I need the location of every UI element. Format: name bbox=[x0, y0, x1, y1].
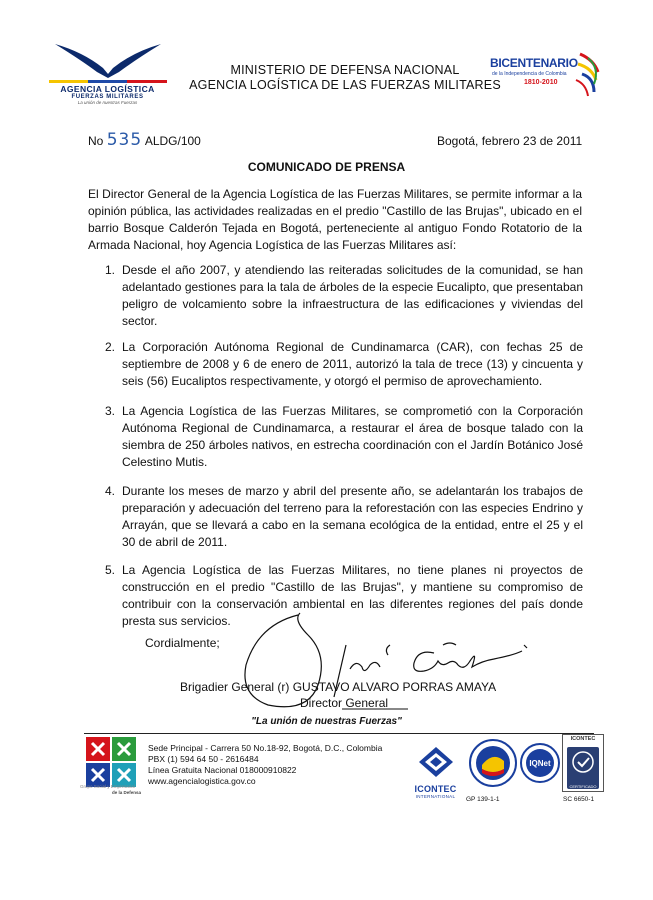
certificate-code-gp: GP 139-1-1 bbox=[466, 796, 500, 803]
bicentenario-subtitle: de la Independencia de Colombia bbox=[492, 71, 567, 77]
bicentenario-years: 1810-2010 bbox=[524, 79, 558, 86]
logo-subname: FUERZAS MILITARES bbox=[71, 94, 144, 100]
eagle-wings-icon bbox=[53, 38, 163, 78]
list-item-text: La Agencia Logística de las Fuerzas Militares, no tiene planes ni proyectos de construcción en el predio "Castillo de las Brujas", y mantiene su compromiso de contribuir con la conservación ambiental en las diferentes regiones del país donde presta sus servicios. bbox=[122, 563, 583, 628]
icontec-logo bbox=[408, 747, 463, 799]
ministry-name: MINISTERIO DE DEFENSA NACIONAL bbox=[230, 63, 460, 77]
icontec-certificate-badge bbox=[562, 734, 604, 792]
footer-toll-free: Línea Gratuita Nacional 018000910822 bbox=[148, 765, 297, 775]
footer-phone: PBX (1) 594 64 50 - 2616484 bbox=[148, 754, 259, 764]
icontec-name: ICONTEC bbox=[414, 784, 457, 794]
reference-prefix: No bbox=[88, 134, 104, 148]
agency-name: AGENCIA LOGÍSTICA DE LAS FUERZAS MILITARES bbox=[189, 78, 501, 92]
footer-contact bbox=[148, 743, 382, 787]
logo-name: AGENCIA LOGÍSTICA bbox=[60, 84, 155, 94]
list-item-text: La Agencia Logística de las Fuerzas Militares, se comprometió con la Corporación Autónoma Regional de Cundinamarca, a restaurar el área de bosque talado con la siembra de 250 árboles nativos, en estrecha coordinación con el Jardín Botánico José Celestino Mutis. bbox=[122, 404, 583, 469]
signer-name: Brigadier General (r) GUSTAVO ALVARO PORRAS AMAYA bbox=[180, 680, 497, 694]
list-item-number: 1. bbox=[105, 263, 116, 277]
footer-logo-text: Grupo Social y Empresarial bbox=[80, 784, 135, 789]
certification-seal-icon bbox=[468, 737, 518, 793]
list-item-number: 4. bbox=[105, 484, 116, 498]
certificate-check-icon bbox=[567, 747, 599, 777]
list-item-text: La Corporación Autónoma Regional de Cundinamarca (CAR), con fechas 25 de septiembre de 2008 y 6 de enero de 2011, autorizó la tala de trece (13) y cincuenta y seis (56) Eucaliptos respectivamente, y otorgó el permiso de aprovechamiento. bbox=[122, 340, 583, 388]
list-item-text: Durante los meses de marzo y abril del presente año, se adelantarán los trabajos de preparación y adecuación del terreno para la reforestación con las especies Endrino y Arrayán, que se llevará a cabo en la semana ecológica de la entidad, entre el 25 y el 30 de abril de 2011. bbox=[122, 484, 583, 549]
footer-address: Sede Principal - Carrera 50 No.18-92, Bogotá, D.C., Colombia bbox=[148, 743, 383, 753]
bicentenario-flame-icon bbox=[574, 50, 604, 100]
list-item-number: 3. bbox=[105, 404, 116, 418]
reference-number bbox=[88, 130, 201, 150]
footer-logo-subtext: de la Defensa bbox=[112, 790, 142, 795]
icontec-subname: INTERNATIONAL bbox=[415, 794, 456, 799]
certificate-sublabel: CERTIFICADO bbox=[569, 784, 597, 789]
document-date: Bogotá, febrero 23 de 2011 bbox=[437, 134, 583, 148]
list-item-number: 5. bbox=[105, 563, 116, 577]
list-item-text: Desde el año 2007, y atendiendo las reiteradas solicitudes de la comunidad, se han adelantado gestiones para la tala de árboles de la especie Eucalipto, que presentaban peligro de volcamiento sobre la infraestructura de las edificaciones y viviendas del sector. bbox=[122, 263, 583, 328]
bicentenario-title: BICENTENARIO bbox=[490, 56, 578, 70]
footer-website: www.agencialogistica.gov.co bbox=[148, 776, 256, 786]
icontec-mark-icon bbox=[419, 747, 453, 777]
signer-role: Director General bbox=[300, 696, 389, 710]
bicentenario-logo bbox=[490, 50, 610, 100]
flag-stripe bbox=[49, 80, 167, 83]
motto: "La unión de nuestras Fuerzas" bbox=[251, 716, 402, 727]
certificate-badge-body bbox=[567, 747, 599, 789]
footer-divider bbox=[84, 733, 594, 734]
defense-group-logo-icon bbox=[86, 737, 136, 789]
agency-logo bbox=[40, 38, 175, 116]
reference-code: ALDG/100 bbox=[144, 134, 201, 148]
list-item-number: 2. bbox=[105, 340, 116, 354]
closing-salutation: Cordialmente; bbox=[145, 636, 220, 650]
reference-stamp-number: 535 bbox=[106, 130, 143, 150]
iqnet-logo bbox=[520, 737, 560, 796]
certificate-label: ICONTEC bbox=[570, 736, 596, 742]
header-title bbox=[175, 63, 515, 93]
logo-tagline: La unión de nuestras Fuerzas bbox=[77, 100, 138, 105]
iqnet-label: IQNet bbox=[529, 759, 551, 768]
document-heading: COMUNICADO DE PRENSA bbox=[247, 160, 406, 174]
intro-paragraph: El Director General de la Agencia Logística de las Fuerzas Militares, se permite informar a la opinión pública, las actividades realizadas en el predio "Castillo de las Brujas", ubicado en el barrio Bosque Calderón Tejada en Bogotá, perteneciente al antiguo Fondo Rotatorio de la Armada Nacional, hoy Agencia Logística de las Fuerzas Militares así: bbox=[88, 187, 582, 252]
certificate-code-sc: SC 6650-1 bbox=[563, 796, 595, 803]
